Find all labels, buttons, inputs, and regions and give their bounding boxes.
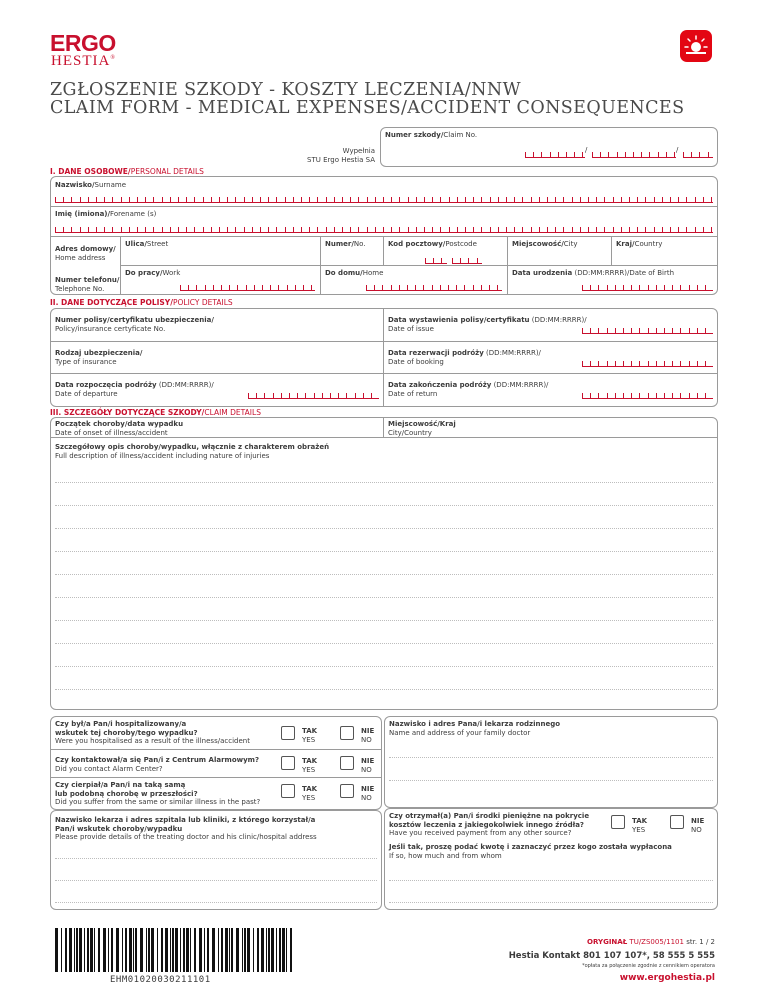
claim-no-comb-2 [592, 153, 676, 158]
q3-yes-label: TAK YES [302, 785, 318, 802]
place-label: Miejscowość/Kraj City/Country [388, 420, 456, 437]
barcode [55, 928, 295, 972]
contact-line: Hestia Kontakt 801 107 107*, 58 555 5 555 [508, 951, 715, 961]
postcode-comb-a[interactable] [425, 259, 447, 264]
dob-comb[interactable] [582, 286, 713, 291]
address-label: Adres domowy/ Home address [55, 245, 116, 262]
fee-note: *opłata za połączenie zgodnie z cennikiem operatora [582, 963, 715, 969]
sun-logo-icon [680, 30, 712, 62]
street-label: Ulica/Street [125, 240, 169, 248]
work-phone-comb[interactable] [180, 286, 315, 291]
return-date-comb[interactable] [582, 394, 713, 399]
onset-label: Początek choroby/data wypadku Date of onset of illness/accident [55, 420, 184, 437]
forename-comb[interactable] [55, 228, 713, 233]
pay-no-label: NIE NO [691, 817, 705, 834]
filled-by-note: Wypełnia STU Ergo Hestia SA [307, 147, 375, 164]
brand-logo-sub: HESTIA® [51, 53, 116, 69]
claim-no-comb-3 [683, 153, 713, 158]
q2-no-label: NIE NO [361, 757, 375, 774]
section-1-heading: I. DANE OSOBOWE/PERSONAL DETAILS [50, 167, 204, 176]
country-label: Kraj/Country [616, 240, 663, 248]
q2-yes-checkbox[interactable] [281, 756, 295, 770]
departure-date-comb[interactable] [248, 394, 379, 399]
surname-label: Nazwisko/Surname [55, 181, 127, 189]
pay-no-checkbox[interactable] [670, 815, 684, 829]
postcode-comb-b[interactable] [452, 259, 482, 264]
booking-date-comb[interactable] [582, 362, 713, 367]
issue-date-label: Data wystawienia polisy/certyfikatu (DD:MM:RRRR)/ Date of issue [388, 316, 587, 333]
issue-date-comb[interactable] [582, 329, 713, 334]
claim-number-label: Numer szkody/Claim No. [385, 131, 478, 139]
claim-no-comb-1 [525, 153, 585, 158]
form-code: ORYGINAŁ TU/ZS005/1101 str. 1 / 2 [587, 938, 715, 946]
q2-no-checkbox[interactable] [340, 756, 354, 770]
q1-yes-label: TAK YES [302, 727, 318, 744]
section-3-heading: III. SZCZEGÓŁY DOTYCZĄCE SZKODY/CLAIM DETAILS [50, 408, 261, 417]
home-phone-comb[interactable] [366, 286, 502, 291]
description-label: Szczegółowy opis choroby/wypadku, włącznie z charakterem obrażeń Full description of illness/accident including nature of injuries [55, 443, 330, 460]
q1-no-label: NIE NO [361, 727, 375, 744]
q-past-illness: Czy cierpiał/a Pan/i na taką samą lub podobną chorobę w przeszłości? Did you suffer from the same or similar illness in the past? [55, 781, 261, 806]
booking-date-label: Data rezerwacji podróży (DD:MM:RRRR)/ Date of booking [388, 349, 541, 366]
pay-yes-label: TAK YES [632, 817, 648, 834]
q1-no-checkbox[interactable] [340, 726, 354, 740]
q-alarm-center: Czy kontaktował/a się Pan/i z Centrum Alarmowym? Did you contact Alarm Center? [55, 756, 260, 773]
payment-details-label: Jeśli tak, proszę podać kwotę i zaznaczyć przez kogo została wypłacona If so, how much and from whom [389, 843, 672, 860]
surname-comb[interactable] [55, 198, 713, 203]
hospital-label: Nazwisko lekarza i adres szpitala lub kliniki, z którego korzystał/a Pan/i wskutek choroby/wypadku Please provide details of the treating doctor and his clinic/hospital address [55, 816, 317, 841]
insurance-type-label: Rodzaj ubezpieczenia/ Type of insurance [55, 349, 143, 366]
phone-label: Numer telefonu/ Telephone No. [55, 276, 120, 293]
section-2-heading: II. DANE DOTYCZĄCE POLISY/POLICY DETAILS [50, 298, 233, 307]
page-title: ZGŁOSZENIE SZKODY - KOSZTY LECZENIA/NNW [50, 80, 521, 100]
q-hospitalised: Czy był/a Pan/i hospitalizowany/a wskutek tej choroby/tego wypadku? Were you hospitalised as a result of the illness/accident [55, 720, 250, 745]
q3-no-label: NIE NO [361, 785, 375, 802]
brand-logo: ERGO [50, 30, 116, 56]
q1-yes-checkbox[interactable] [281, 726, 295, 740]
website-link[interactable]: www.ergohestia.pl [619, 973, 715, 983]
pay-yes-checkbox[interactable] [611, 815, 625, 829]
barcode-number: EHM01020030211101 [110, 975, 211, 985]
number-label: Numer/No. [325, 240, 366, 248]
q2-yes-label: TAK YES [302, 757, 318, 774]
city-label: Miejscowość/City [512, 240, 578, 248]
q3-no-checkbox[interactable] [340, 784, 354, 798]
q3-yes-checkbox[interactable] [281, 784, 295, 798]
page-subtitle: CLAIM FORM - MEDICAL EXPENSES/ACCIDENT CONSEQUENCES [50, 98, 685, 118]
family-doctor-label: Nazwisko i adres Pana/i lekarza rodzinnego Name and address of your family doctor [389, 720, 561, 737]
return-date-label: Data zakończenia podróży (DD:MM:RRRR)/ Date of return [388, 381, 549, 398]
policy-no-label: Numer polisy/certyfikatu ubezpieczenia/ Policy/insurance certyficate No. [55, 316, 214, 333]
work-phone-label: Do pracy/Work [125, 269, 181, 277]
dob-label: Data urodzenia (DD:MM:RRRR)/Date of Birth [512, 269, 675, 277]
forename-label: Imię (imiona)/Forename (s) [55, 210, 157, 218]
payment-question: Czy otrzymał(a) Pan/i środki pieniężne na pokrycie kosztów leczenia z jakiegokolwiek innego źródła? Have you received payment from any other source? [389, 812, 590, 837]
home-phone-label: Do domu/Home [325, 269, 384, 277]
departure-date-label: Data rozpoczęcia podróży (DD:MM:RRRR)/ Date of departure [55, 381, 214, 398]
postcode-label: Kod pocztowy/Postcode [388, 240, 477, 248]
